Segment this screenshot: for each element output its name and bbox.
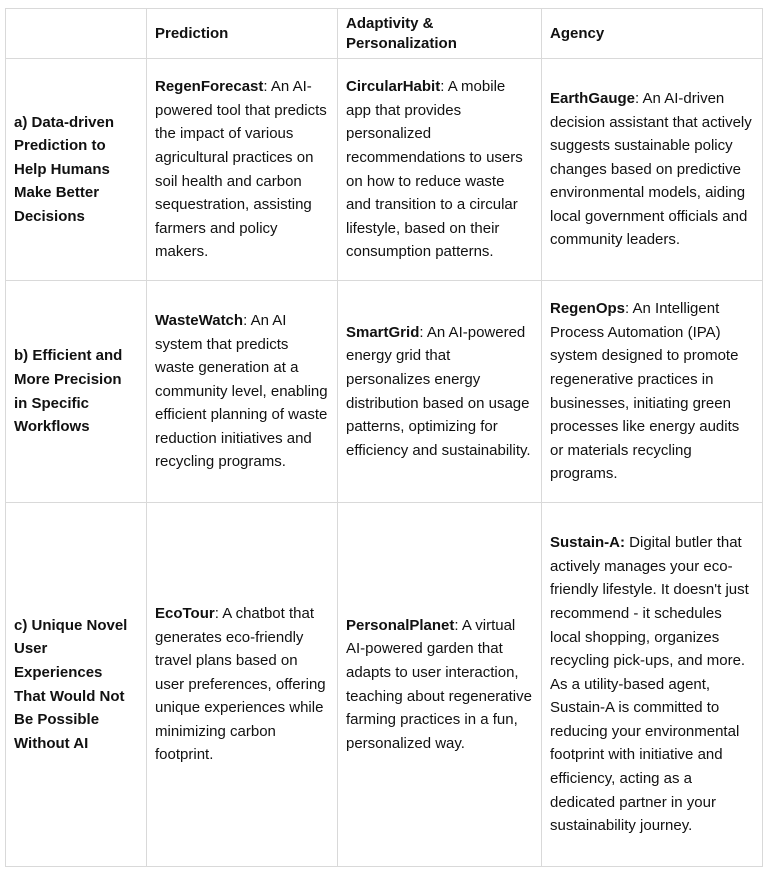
column-header-agency: Agency — [542, 9, 763, 59]
row-header: c) Unique Novel User Experiences That Would Not Be Possible Without AI — [6, 503, 147, 867]
concept-description: An AI system that predicts waste generation at a community level, enabling efficient planning of waste reduction initiatives and recycling programs. — [155, 311, 328, 471]
table-cell — [147, 281, 338, 503]
table-cell — [338, 281, 542, 503]
concept-description: An AI-driven decision assistant that actively suggests sustainable policy changes based on predictive environmental models, aiding local government officials and community leaders. — [550, 89, 752, 249]
table-cell — [338, 59, 542, 281]
concept-description: A virtual AI-powered garden that adapts to user interaction, teaching about regenerative farming practices in a fun, personalized way. — [346, 616, 532, 752]
row-header: a) Data-driven Prediction to Help Humans Make Better Decisions — [6, 59, 147, 281]
name-separator: : — [263, 78, 268, 96]
concept-name: Sustain-A: — [550, 534, 625, 552]
name-separator: : — [635, 89, 640, 107]
concept-name: RegenForecast — [155, 78, 264, 96]
column-header-adaptivity: Adaptivity & Personalization — [338, 9, 542, 59]
concept-description: An AI-powered tool that predicts the impact of various agricultural practices on soil health and carbon sequestration, assisting farmers and policy makers. — [155, 78, 327, 261]
concept-name: SmartGrid — [346, 323, 420, 341]
concept-name: EarthGauge — [550, 89, 636, 107]
concept-description: An Intelligent Process Automation (IPA) system designed to promote regenerative practices in businesses, initiating green processes like energy audits or materials recycling programs. — [550, 300, 740, 483]
concept-name: CircularHabit — [346, 78, 441, 96]
concept-name: WasteWatch — [155, 311, 244, 329]
column-header-prediction: Prediction — [147, 9, 338, 59]
header-row — [6, 9, 763, 59]
concept-description: A chatbot that generates eco-friendly travel plans based on user preferences, offering unique experiences while minimizing carbon footprint. — [155, 604, 326, 764]
corner-header — [6, 9, 147, 59]
table-row — [6, 59, 763, 281]
concept-name: EcoTour — [155, 604, 215, 622]
name-separator: : — [243, 311, 248, 329]
name-separator: : — [625, 300, 630, 318]
name-separator: : — [214, 604, 219, 622]
concept-name: RegenOps — [550, 300, 626, 318]
comparison-table — [5, 8, 763, 867]
concept-description: Digital butler that actively manages your eco-friendly lifestyle. It doesn't just recommend - it schedules local shopping, organizes recycling pick-ups, and more. As a utility-based agent, Sustain-A is committed to reducing your environmental footprint with initiative and efficiency, acting as a dedicated partner in your sustainability journey. — [550, 534, 749, 835]
table-cell — [338, 503, 542, 867]
row-header: b) Efficient and More Precision in Specific Workflows — [6, 281, 147, 503]
table-cell — [542, 59, 763, 281]
concept-description: An AI-powered energy grid that personalizes energy distribution based on usage patterns, optimizing for efficiency and sustainability. — [346, 323, 531, 459]
table-cell — [147, 503, 338, 867]
name-separator: : — [419, 323, 424, 341]
table-row — [6, 503, 763, 867]
concept-name: PersonalPlanet — [346, 616, 455, 634]
name-separator: : — [440, 78, 445, 96]
concept-description: A mobile app that provides personalized recommendations to users on how to reduce waste and transition to a circular lifestyle, based on their consumption patterns. — [346, 78, 523, 261]
table-cell — [542, 281, 763, 503]
table-row — [6, 281, 763, 503]
table-cell — [147, 59, 338, 281]
table-cell — [542, 503, 763, 867]
name-separator: : — [454, 616, 459, 634]
